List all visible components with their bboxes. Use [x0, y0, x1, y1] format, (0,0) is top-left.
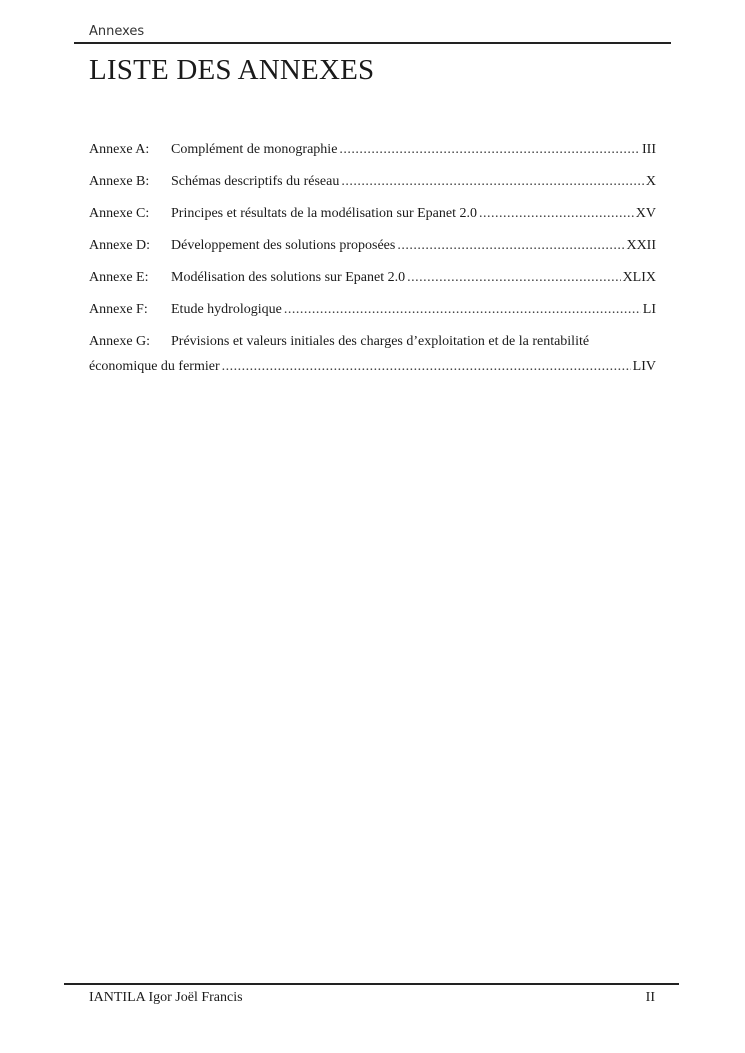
toc-entry-page: XXII — [626, 238, 656, 253]
page-title: LISTE DES ANNEXES — [89, 54, 375, 86]
toc-entry-label: Annexe E: — [89, 270, 149, 285]
dot-leader — [339, 142, 640, 158]
toc-entry-page: XV — [635, 206, 656, 221]
toc-entry-annexe-e[interactable] — [89, 270, 656, 302]
toc-entry-annexe-d[interactable] — [89, 238, 656, 270]
toc-entry-title: Schémas descriptifs du réseau — [171, 174, 340, 189]
toc-entry-annexe-c[interactable] — [89, 206, 656, 238]
footer-rule — [64, 983, 679, 985]
footer-author: IANTILA Igor Joël Francis — [89, 990, 243, 1005]
toc-entry-title-line2: économique du fermier — [89, 359, 220, 374]
toc-entry-label: Annexe D: — [89, 238, 151, 253]
toc-entry-page: XLIX — [622, 270, 656, 285]
dot-leader — [341, 174, 644, 190]
toc-entry-label: Annexe F: — [89, 302, 148, 317]
toc-entry-page: X — [645, 174, 656, 189]
toc-entry-label: Annexe G: — [89, 334, 151, 349]
toc-entry-annexe-g[interactable] — [89, 334, 656, 387]
toc-entry-label: Annexe B: — [89, 174, 150, 189]
toc-entry-page: LIV — [632, 359, 656, 374]
toc-entry-label: Annexe C: — [89, 206, 150, 221]
toc-entry-title: Principes et résultats de la modélisation sur Epanet 2.0 — [171, 206, 477, 221]
toc-entry-title: Etude hydrologique — [171, 302, 282, 317]
table-of-contents — [89, 142, 656, 387]
toc-entry-annexe-b[interactable] — [89, 174, 656, 206]
toc-entry-annexe-a[interactable] — [89, 142, 656, 174]
dot-leader — [479, 206, 634, 222]
toc-entry-title: Complément de monographie — [171, 142, 338, 157]
toc-entry-annexe-f[interactable] — [89, 302, 656, 334]
toc-entry-page: III — [642, 142, 656, 157]
toc-entry-label: Annexe A: — [89, 142, 150, 157]
toc-entry-title: Développement des solutions proposées — [171, 238, 396, 253]
footer-page-number: II — [645, 990, 655, 1005]
dot-leader — [397, 238, 624, 254]
dot-leader — [222, 359, 631, 375]
running-header: Annexes — [89, 24, 145, 39]
header-rule — [74, 42, 671, 44]
dot-leader — [407, 270, 620, 286]
toc-entry-page: LI — [642, 302, 656, 317]
toc-entry-title-line1: Prévisions et valeurs initiales des charges d’exploitation et de la rentabilité — [171, 334, 590, 349]
toc-entry-title: Modélisation des solutions sur Epanet 2.0 — [171, 270, 406, 285]
dot-leader — [284, 302, 641, 318]
